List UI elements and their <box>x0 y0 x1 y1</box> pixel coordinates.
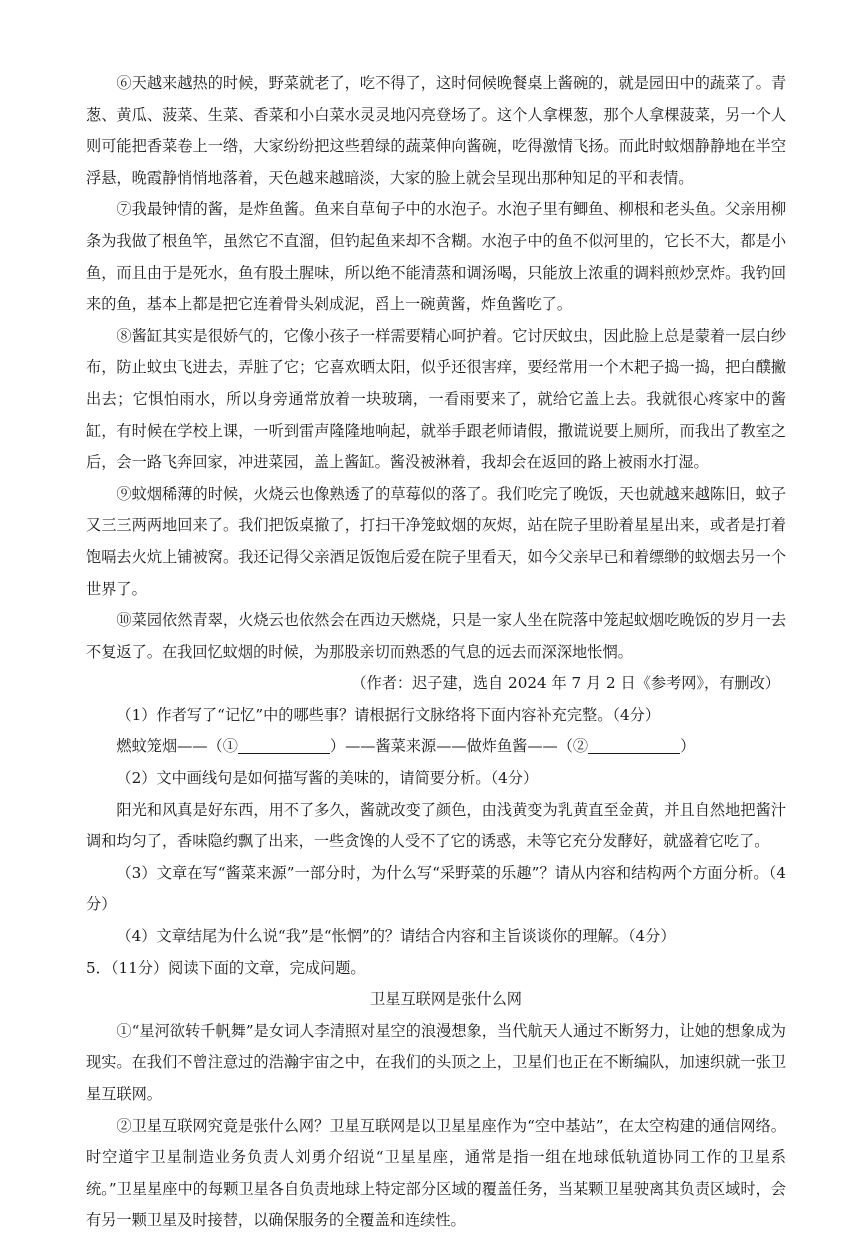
source-citation: （作者：迟子建，选自 2024 年 7 月 2 日《参考网》，有删改） <box>351 674 780 693</box>
question-2-quoted-sentence: 阳光和风真是好东西，用不了多久，酱就改变了颜色，由浅黄变为乳黄直至金黄，并且自然地把酱汁调和均匀了，香味隐约飘了出来，一些贪馋的人受不了它的诱惑，未等它充分发酵好，就盛着它吃了。 <box>86 800 786 851</box>
chain-text-a: 燃蚊笼烟——（ <box>116 737 223 756</box>
chain-text-b: ）——酱菜来源——做炸鱼酱——（ <box>329 737 573 756</box>
paragraph-10: ⑩菜园依然青翠，火烧云也依然会在西边天燃烧，只是一家人坐在院落中笼起蚊烟吃晚饭的岁月一去不复返了。在我回忆蚊烟的时候，为那股亲切而熟悉的气息的远去而深深地怅惘。 <box>86 611 786 661</box>
paragraph-7: ⑦我最钟情的酱，是炸鱼酱。鱼来自草甸子中的水泡子。水泡子里有鲫鱼、柳根和老头鱼。父亲用柳条为我做了根鱼竿，虽然它不直溜，但钓起鱼来却不含糊。水泡子中的鱼不似河里的，它长不大，都是小鱼，而且由于是死水，鱼有股土腥味，所以绝不能清蒸和调汤喝，只能放上浓重的调料煎炒烹炸。我钓回来的鱼，基本上都是把它连着骨头剁成泥，舀上一碗黄酱，炸鱼酱吃了。 <box>86 200 786 314</box>
article-paragraph-2: ②卫星互联网究竟是张什么网？卫星互联网是以卫星星座作为“空中基站”，在太空构建的通信网络。时空道宇卫星制造业务负责人刘勇介绍说“卫星星座，通常是指一组在地球低轨道协同工作的卫星系统。”卫星星座中的每颗卫星各自负责地球上特定部分区域的覆盖任务，当某颗卫星驶离其负责区域时，会有另一颗卫星及时接替，以确保服务的全覆盖和连续性。 <box>86 1116 786 1230</box>
question-4: （4）文章结尾为什么说“我”是“怅惘”的？请结合内容和主旨谈谈你的理解。（4分） <box>116 927 676 946</box>
answer-blank-2[interactable] <box>588 735 680 754</box>
paragraph-6: ⑥天越来越热的时候，野菜就老了，吃不得了，这时伺候晚餐桌上酱碗的，就是园田中的蔬菜了。青葱、黄瓜、菠菜、生菜、香菜和小白菜水灵灵地闪亮登场了。这个人拿棵葱，那个人拿棵菠菜，另一个人则可能把香菜卷上一绺，大家纷纷把这些碧绿的蔬菜伸向酱碗，吃得激情飞扬。而此时蚊烟静静地在半空浮悬，晚霞静悄悄地落着，天色越来越暗淡，大家的脸上就会呈现出那种知足的平和表情。 <box>86 74 786 187</box>
blank-1-number: ① <box>222 737 238 756</box>
article-paragraph-1: ①“星河欲转千帆舞”是女词人李清照对星空的浪漫想象，当代航天人通过不断努力，让她的想象成为现实。在我们不曾注意过的浩瀚宇宙之中，在我们的头顶之上，卫星们也正在不断编队，加速织就一张卫星互联网。 <box>86 1021 786 1103</box>
blank-2-number: ② <box>572 737 589 756</box>
article-title: 卫星互联网是张什么网 <box>370 990 522 1009</box>
paragraph-8: ⑧酱缸其实是很娇气的，它像小孩子一样需要精心呵护着。它讨厌蚊虫，因此脸上总是蒙着一层白纱布，防止蚊虫飞进去，弄脏了它；它喜欢晒太阳，似乎还很害痒，要经常用一个木耙子捣一捣，把白醭撇出去；它惧怕雨水，所以身旁通常放着一块玻璃，一看雨要来了，就给它盖上去。我就很心疼家中的酱缸，有时候在学校上课，一听到雷声隆隆地响起，就举手跟老师请假，撒谎说要上厕所，而我出了教室之后，会一路飞奔回家，冲进菜园，盖上酱缸。酱没被淋着，我却会在返回的路上被雨水打湿。 <box>86 326 786 472</box>
question-1: （1）作者写了“记忆”中的哪些事？请根据行文脉络将下面内容补充完整。（4分） <box>116 705 661 724</box>
answer-blank-1[interactable] <box>238 735 330 754</box>
question-1-chain <box>86 731 786 763</box>
question-2: （2）文中画线句是如何描写酱的美味的，请简要分析。（4分） <box>116 769 539 788</box>
question-3: （3）文章在写“酱菜来源”一部分时，为什么写“采野菜的乐趣”？请从内容和结构两个方面分析。（4分） <box>86 863 786 914</box>
paragraph-9: ⑨蚊烟稀薄的时候，火烧云也像熟透了的草莓似的落了。我们吃完了晚饭，天也就越来越陈旧，蚊子又三三两两地回来了。我们把饭桌撤了，打扫干净笼蚊烟的灰烬，站在院子里盼着星星出来，或者是打着饱嗝去火炕上铺被窝。我还记得父亲酒足饭饱后爱在院子里看天，如今父亲早已和着缥缈的蚊烟去另一个世界了。 <box>86 484 786 598</box>
section-5-heading: 5．（11分）阅读下面的文章，完成问题。 <box>86 958 366 977</box>
chain-text-c: ） <box>680 737 696 756</box>
